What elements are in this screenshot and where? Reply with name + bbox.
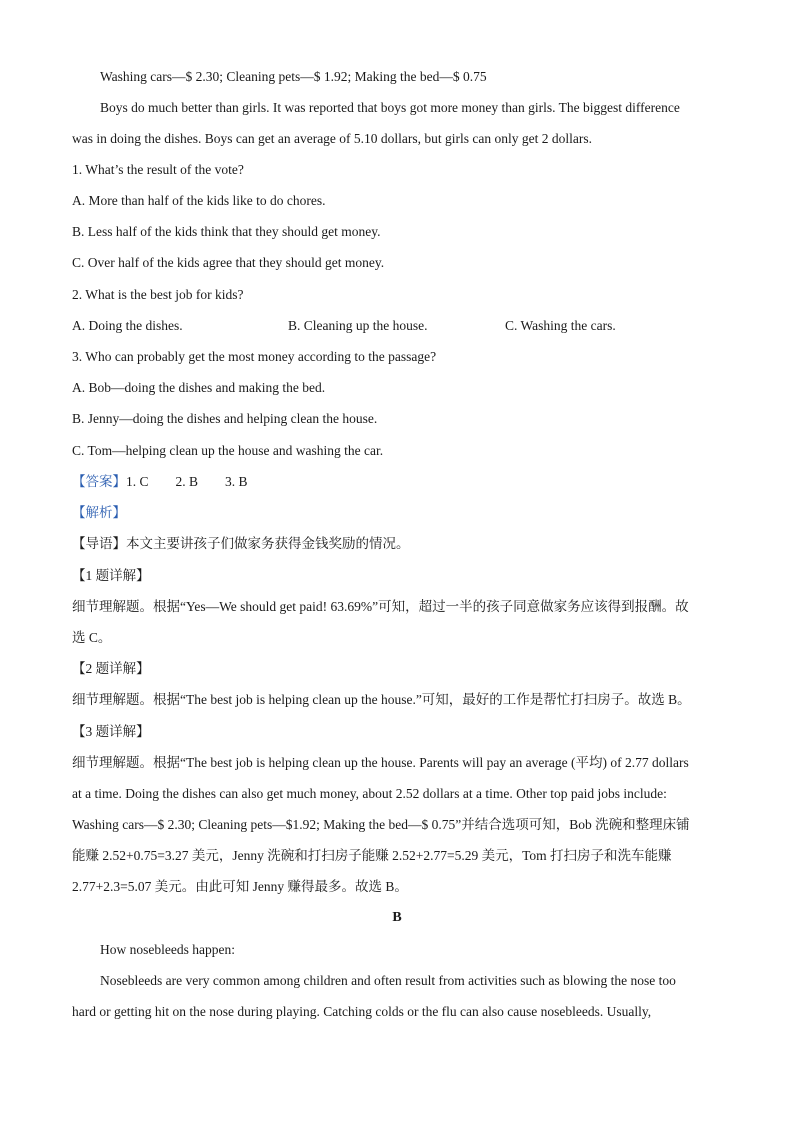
answer-values: 1. C 2. B 3. B [126,474,248,489]
q2-option-b: B. Cleaning up the house. [288,318,428,333]
detail-3-text: 细节理解题。根据“The best job is helping clean up the house. Parents will pay an average (平均) of 2.77 dollars [72,755,689,770]
answer-label: 【答案】 [72,474,126,489]
passage-line: Boys do much better than girls. It was reported that boys got more money than girls. The biggest difference [100,100,680,115]
detail-3-text: Washing cars—$ 2.30; Cleaning pets—$1.92; Making the bed—$ 0.75”并结合选项可知，Bob 洗碗和整理床铺 [72,817,690,832]
question-3: 3. Who can probably get the most money according to the passage? [72,349,437,364]
passage-title: How nosebleeds happen: [100,942,235,957]
question-1: 1. What’s the result of the vote? [72,162,244,177]
q2-option-c: C. Washing the cars. [505,318,616,333]
q3-option-c: C. Tom—helping clean up the house and washing the car. [72,443,384,458]
detail-1-text: 细节理解题。根据“Yes—We should get paid! 63.69%”可知，超过一半的孩子同意做家务应该得到报酬。故 [72,599,689,614]
detail-3-text: 2.77+2.3=5.07 美元。由此可知 Jenny 赚得最多。故选 B。 [72,879,408,894]
detail-3-text: 能赚 2.52+0.75=3.27 美元，Jenny 洗碗和打扫房子能赚 2.52+2.77=5.29 美元，Tom 打扫房子和洗车能赚 [72,848,672,863]
q3-option-a: A. Bob—doing the dishes and making the bed. [72,380,326,395]
q1-option-a: A. More than half of the kids like to do chores. [72,193,326,208]
question-2: 2. What is the best job for kids? [72,287,244,302]
q3-option-b: B. Jenny—doing the dishes and helping clean the house. [72,411,378,426]
detail-2-label: 【2 题详解】 [72,661,150,676]
passage-line: hard or getting hit on the nose during playing. Catching colds or the flu can also cause nosebleeds. Usually, [72,1004,652,1019]
passage-line: was in doing the dishes. Boys can get an average of 5.10 dollars, but girls can only get 2 dollars. [72,131,593,146]
passage-line: Washing cars—$ 2.30; Cleaning pets—$ 1.92; Making the bed—$ 0.75 [100,69,487,84]
answer-line [72,472,722,492]
q1-option-b: B. Less half of the kids think that they should get money. [72,224,381,239]
detail-1-text: 选 C。 [72,630,112,645]
detail-3-text: at a time. Doing the dishes can also get much money, about 2.52 dollars at a time. Other top paid jobs include: [72,786,667,801]
detail-2-text: 细节理解题。根据“The best job is helping clean up the house.”可知，最好的工作是帮忙打扫房子。故选 B。 [72,692,691,707]
detail-3-label: 【3 题详解】 [72,724,150,739]
analysis-guide: 【导语】本文主要讲孩子们做家务获得金钱奖励的情况。 [72,536,410,551]
passage-line: Nosebleeds are very common among children and often result from activities such as blowing the nose too [100,973,676,988]
section-heading: B [392,910,402,925]
q1-option-c: C. Over half of the kids agree that they should get money. [72,255,385,270]
analysis-label: 【解析】 [72,505,126,520]
q2-option-a: A. Doing the dishes. [72,318,183,333]
detail-1-label: 【1 题详解】 [72,568,150,583]
